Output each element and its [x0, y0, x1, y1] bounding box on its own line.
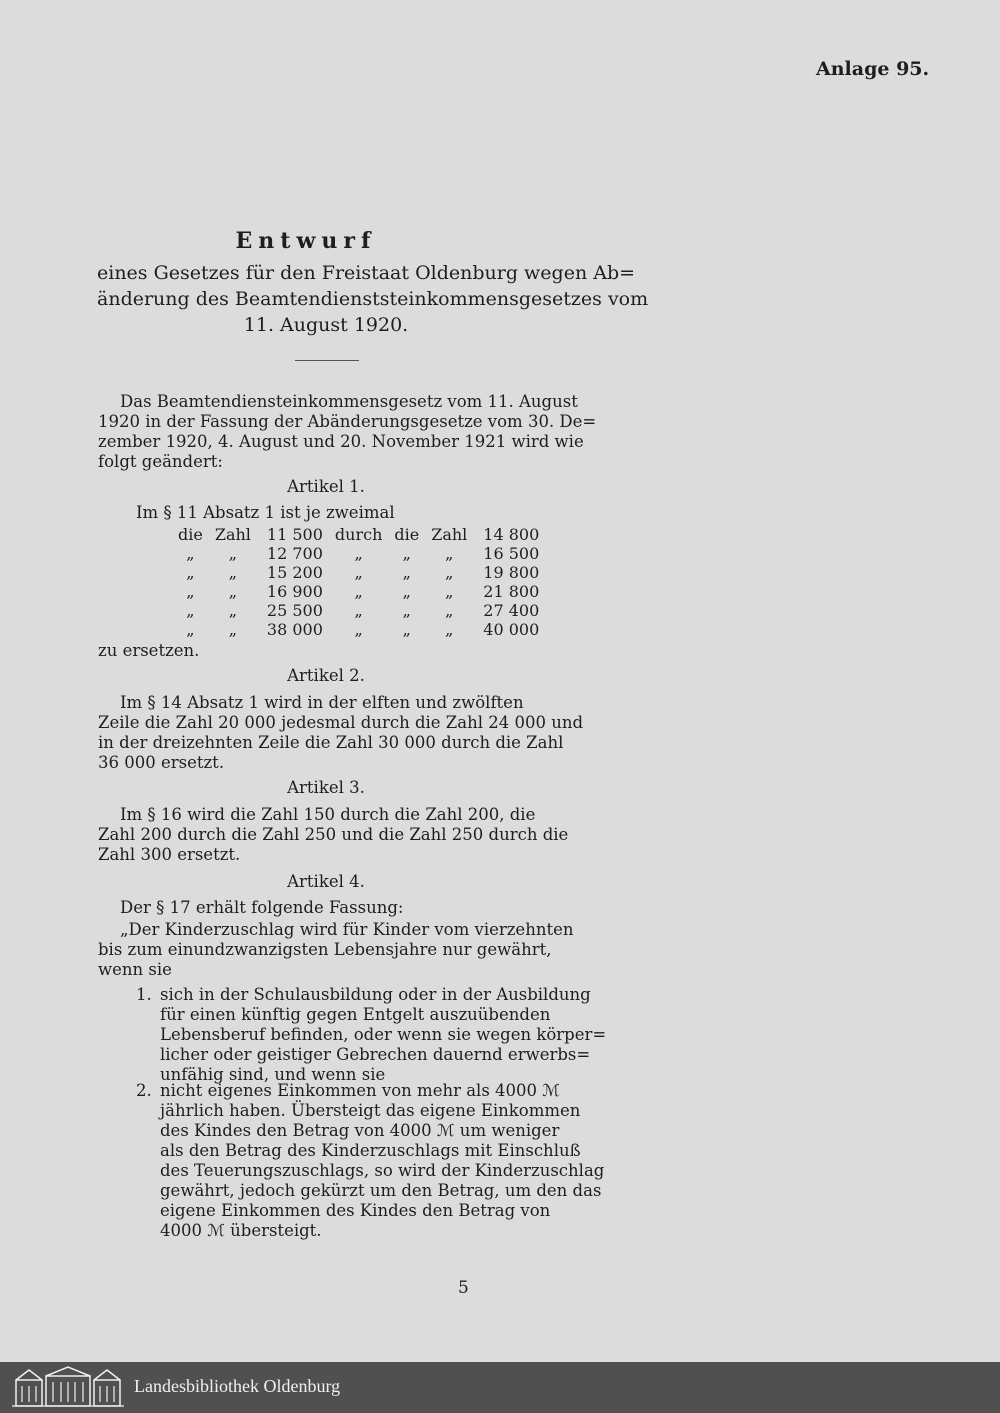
item-2-line: gewährt, jedoch gekürzt um den Betrag, um den das: [160, 1181, 602, 1200]
title-divider: [295, 360, 359, 361]
ditto-mark: „: [186, 544, 195, 563]
ditto-mark: „: [445, 582, 454, 601]
intro-line: zember 1920, 4. August und 20. November 1921 wird wie: [98, 432, 584, 451]
item-2-line: nicht eigenes Einkommen von mehr als 4000 ℳ: [160, 1081, 560, 1100]
artikel-2-line: 36 000 ersetzt.: [98, 753, 225, 772]
subtitle-line: eines Gesetzes für den Freistaat Oldenburg wegen Ab=: [97, 262, 636, 284]
ditto-mark: „: [228, 563, 238, 582]
ditto-mark: „: [402, 544, 411, 563]
ditto-mark: „: [228, 620, 238, 639]
item-2-line: des Teuerungszuschlags, so wird der Kinderzuschlag: [160, 1161, 605, 1180]
old-value: 11 500: [266, 525, 323, 544]
subtitle-line: 11. August 1920.: [243, 314, 409, 336]
intro-line: 1920 in der Fassung der Abänderungsgesetze vom 30. De=: [98, 412, 597, 431]
artikel-2-line: Zeile die Zahl 20 000 jedesmal durch die Zahl 24 000 und: [98, 713, 584, 732]
table-row: [172, 601, 545, 620]
ditto-mark: „: [445, 601, 454, 620]
ditto-mark: „: [186, 620, 195, 639]
item-1-line: licher oder geistiger Gebrechen dauernd erwerbs=: [160, 1045, 591, 1064]
word-zahl: Zahl: [431, 525, 468, 544]
page-number: 5: [458, 1278, 469, 1298]
ditto-mark: „: [228, 544, 238, 563]
old-value: 12 700: [266, 544, 323, 563]
item-number: 1.: [136, 985, 152, 1004]
old-value: 38 000: [266, 620, 323, 639]
old-value: 15 200: [266, 563, 323, 582]
table-row: [172, 525, 545, 544]
item-2-line: eigene Einkommen des Kindes den Betrag von: [160, 1201, 551, 1220]
ditto-mark: „: [228, 601, 238, 620]
document-title: Entwurf: [235, 228, 377, 254]
ditto-mark: „: [354, 563, 363, 582]
ditto-mark: „: [354, 620, 363, 639]
annex-label: Anlage 95.: [816, 58, 930, 80]
table-row: [172, 544, 545, 563]
subtitle-line: änderung des Beamtendienststeinkommensgesetzes vom: [97, 288, 649, 310]
artikel-3-line: Zahl 200 durch die Zahl 250 und die Zahl 250 durch die: [98, 825, 569, 844]
artikel-2-line: in der dreizehnten Zeile die Zahl 30 000 durch die Zahl: [98, 733, 564, 752]
artikel-4-intro: Der § 17 erhält folgende Fassung:: [120, 898, 404, 917]
new-value: 14 800: [483, 525, 540, 544]
library-name: Landesbibliothek Oldenburg: [134, 1376, 341, 1396]
intro-line: folgt geändert:: [98, 452, 223, 471]
word-die: die: [178, 525, 203, 544]
item-2-line: des Kindes den Betrag von 4000 ℳ um weniger: [160, 1121, 560, 1140]
ditto-mark: „: [445, 563, 454, 582]
ditto-mark: „: [445, 544, 454, 563]
artikel-1-heading: Artikel 1.: [287, 477, 365, 496]
ditto-mark: „: [402, 563, 411, 582]
item-1-line: sich in der Schulausbildung oder in der Ausbildung: [160, 985, 591, 1004]
intro-line: Das Beamtendiensteinkommensgesetz vom 11. August: [120, 392, 578, 411]
artikel-2-line: Im § 14 Absatz 1 wird in der elften und zwölften: [120, 693, 524, 712]
replacement-table: [172, 525, 545, 639]
artikel-4-heading: Artikel 4.: [287, 872, 365, 891]
ditto-mark: „: [228, 582, 238, 601]
item-1-line: für einen künftig gegen Entgelt auszuübenden: [160, 1005, 551, 1024]
library-building-icon: [12, 1366, 124, 1408]
table-row: [172, 563, 545, 582]
old-value: 25 500: [266, 601, 323, 620]
ditto-mark: „: [402, 601, 411, 620]
artikel-3-heading: Artikel 3.: [287, 778, 365, 797]
table-row: [172, 620, 545, 639]
ditto-mark: „: [402, 620, 411, 639]
ditto-mark: „: [354, 544, 363, 563]
quote-line: bis zum einundzwanzigsten Lebensjahre nur gewährt,: [98, 940, 552, 959]
quote-line: „Der Kinderzuschlag wird für Kinder vom vierzehnten: [120, 920, 574, 939]
ditto-mark: „: [186, 582, 195, 601]
ditto-mark: „: [186, 563, 195, 582]
item-2-line: jährlich haben. Übersteigt das eigene Einkommen: [160, 1101, 581, 1120]
artikel-1-outro: zu ersetzen.: [98, 641, 200, 660]
ditto-mark: „: [354, 601, 363, 620]
word-zahl: Zahl: [214, 525, 251, 544]
library-footer: [0, 1362, 1000, 1413]
item-1-line: Lebensberuf befinden, oder wenn sie wegen körper=: [160, 1025, 607, 1044]
item-2-line: 4000 ℳ übersteigt.: [160, 1221, 322, 1240]
item-number: 2.: [136, 1081, 152, 1100]
ditto-mark: „: [186, 601, 195, 620]
word-die: die: [394, 525, 420, 544]
artikel-1-intro: Im § 11 Absatz 1 ist je zweimal: [136, 503, 395, 522]
artikel-3-line: Im § 16 wird die Zahl 150 durch die Zahl 200, die: [120, 805, 536, 824]
new-value: 40 000: [483, 620, 540, 639]
new-value: 16 500: [483, 544, 540, 563]
table-row: [172, 582, 545, 601]
new-value: 19 800: [483, 563, 540, 582]
artikel-2-heading: Artikel 2.: [287, 666, 365, 685]
quote-line: wenn sie: [98, 960, 172, 979]
ditto-mark: „: [354, 582, 363, 601]
item-1-line: unfähig sind, und wenn sie: [160, 1065, 386, 1084]
item-2-line: als den Betrag des Kinderzuschlags mit Einschluß: [160, 1141, 581, 1160]
new-value: 21 800: [483, 582, 540, 601]
word-durch: durch: [334, 525, 383, 544]
old-value: 16 900: [266, 582, 323, 601]
ditto-mark: „: [445, 620, 454, 639]
artikel-3-line: Zahl 300 ersetzt.: [98, 845, 241, 864]
ditto-mark: „: [402, 582, 411, 601]
new-value: 27 400: [483, 601, 540, 620]
